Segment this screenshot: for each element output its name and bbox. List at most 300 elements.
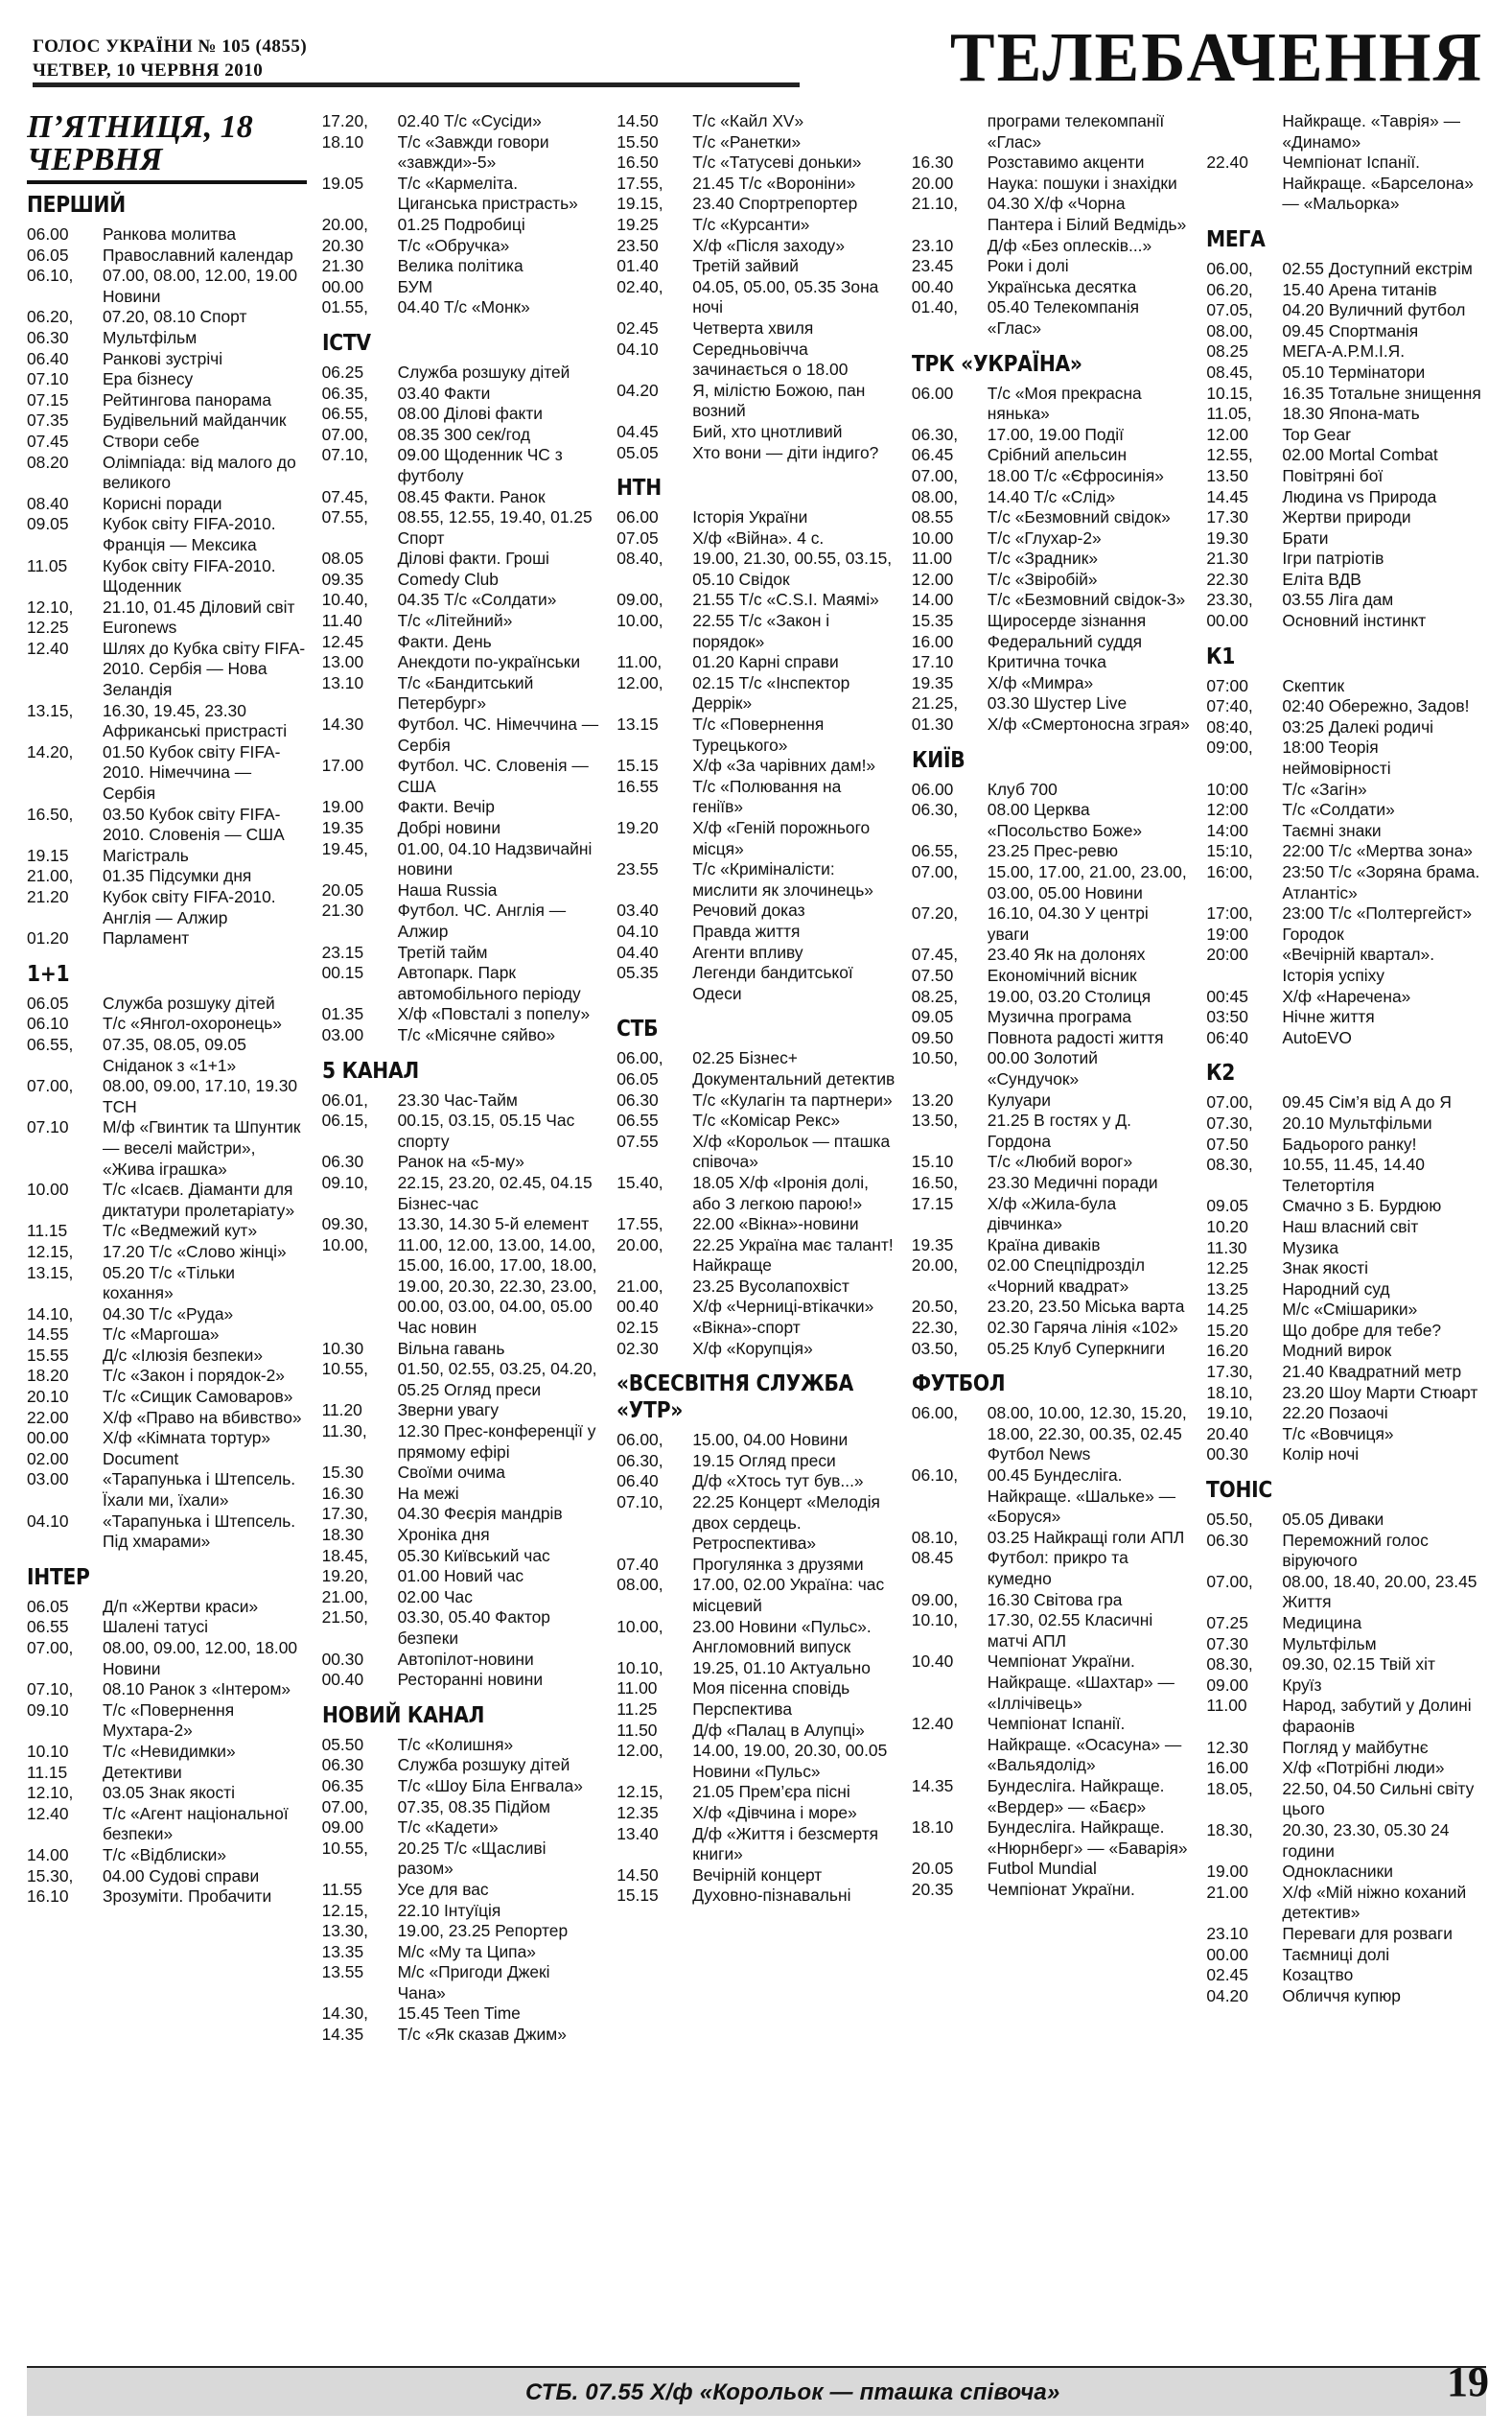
- schedule-item: [322, 1546, 602, 1567]
- schedule-time: 11.25: [616, 1698, 658, 1719]
- schedule-item: [616, 1555, 896, 1576]
- schedule-program: Колір ночі: [1282, 1444, 1360, 1464]
- schedule-time: 17.55,: [616, 1214, 663, 1234]
- schedule-time: 18.20: [27, 1366, 69, 1386]
- schedule-time: 19.25: [616, 214, 659, 234]
- schedule-item: [27, 494, 307, 515]
- schedule-time: 04.20: [1206, 1985, 1248, 2005]
- schedule-program: Третій зайвий: [692, 256, 800, 276]
- schedule-program: 04.30 Феєрія мандрів: [397, 1504, 563, 1524]
- schedule-item: [616, 818, 896, 859]
- schedule-program: 08.00, 18.40, 20.00, 23.45 Життя: [1282, 1571, 1477, 1612]
- schedule-time: 06.30,: [911, 800, 959, 820]
- schedule-time: 11.15: [27, 1221, 68, 1241]
- schedule-program: Т/с «Завжди говори «завжди»-5»: [397, 131, 549, 173]
- schedule-program: 15.45 Teen Time: [397, 2003, 521, 2024]
- schedule-item: [322, 611, 602, 632]
- schedule-item: [27, 1387, 307, 1408]
- schedule-item: [1206, 1738, 1486, 1759]
- schedule-item: [322, 1839, 602, 1880]
- schedule-time: 06.00,: [911, 1403, 959, 1423]
- schedule-program: 21.45 Т/с «Вороніни»: [692, 173, 856, 193]
- schedule-program: М/с «Пригоди Джекі Чана»: [397, 1962, 550, 2003]
- schedule-time: 00:45: [1206, 986, 1248, 1006]
- column-1-content: [27, 192, 307, 1908]
- schedule-time: 06.00: [911, 383, 954, 403]
- schedule-program: Т/с «Сищик Самоваров»: [103, 1387, 293, 1407]
- schedule-program: Нічне життя: [1282, 1007, 1375, 1027]
- schedule-program: Т/с «Місячне сяйво»: [397, 1024, 556, 1044]
- schedule-item: [912, 673, 1192, 694]
- schedule-program: 22.25 Концерт «Мелодія двох сердець. Ретроспектива»: [692, 1492, 880, 1554]
- schedule-time: 09.00,: [911, 1589, 959, 1609]
- schedule-time: 17.20,: [321, 111, 368, 130]
- schedule-item: [912, 945, 1192, 966]
- schedule-item: [322, 590, 602, 611]
- schedule-time: 22.30: [1206, 569, 1248, 589]
- schedule-item: [322, 1214, 602, 1235]
- schedule-program: 15.00, 04.00 Новини: [692, 1430, 849, 1450]
- schedule-program: Чемпіонат Іспанії. Найкраще. «Барселона» — «Мальорка»: [1282, 152, 1474, 214]
- schedule-program: М/с «Смішарики»: [1282, 1300, 1418, 1320]
- schedule-item: [1206, 259, 1486, 280]
- schedule-program: Городок: [1282, 924, 1344, 944]
- schedule-time: 07.10,: [321, 445, 368, 465]
- schedule-item: [322, 174, 602, 215]
- schedule-item: [1206, 384, 1486, 405]
- schedule-program: Срібний апельсин: [987, 445, 1128, 465]
- schedule-time: 16.50,: [911, 1172, 959, 1192]
- schedule-time: 19.15: [27, 845, 69, 865]
- schedule-program: Д/ф «Хтось тут був...»: [692, 1471, 864, 1491]
- schedule-program: 22:00 Т/с «Мертва зона»: [1282, 841, 1473, 861]
- schedule-item: [1206, 152, 1486, 215]
- schedule-time: 16.00: [911, 631, 954, 651]
- schedule-item: [322, 111, 602, 132]
- schedule-item: [1206, 1510, 1486, 1531]
- schedule-item: [912, 652, 1192, 673]
- schedule-time: 10.00: [27, 1180, 69, 1200]
- schedule-time: 21.30: [1206, 549, 1248, 569]
- schedule-program: 23.20 Шоу Марти Стюарт: [1282, 1382, 1478, 1402]
- schedule-item: [322, 363, 602, 384]
- schedule-item: [616, 1430, 896, 1451]
- schedule-time: 14.00: [911, 590, 954, 610]
- schedule-program: Перспектива: [692, 1698, 793, 1719]
- schedule-time: 16.50: [616, 152, 659, 173]
- schedule-time: 09.30,: [321, 1214, 368, 1234]
- schedule-program: 01.00, 04.10 Надзвичайні новини: [397, 838, 593, 879]
- schedule-time: 23.15: [321, 942, 364, 962]
- schedule-time: 07.55: [616, 1131, 659, 1151]
- schedule-item: [616, 443, 896, 464]
- schedule-time: 21.00,: [616, 1276, 663, 1296]
- schedule-program: Православний календар: [103, 245, 293, 265]
- schedule-item: [1206, 549, 1486, 570]
- schedule-item: [1206, 1238, 1486, 1259]
- schedule-time: 19.00: [321, 797, 364, 817]
- schedule-item: [616, 611, 896, 652]
- schedule-program: Документальний детектив: [692, 1068, 896, 1089]
- schedule-program: Народний суд: [1282, 1278, 1390, 1299]
- schedule-time: 17.00: [321, 756, 364, 776]
- schedule-item: [322, 277, 602, 298]
- schedule-program: Футбол. ЧС. Німеччина — Сербія: [397, 714, 599, 755]
- schedule-item: [1206, 1383, 1486, 1404]
- schedule-program: Кубок світу FIFA-2010. Щоденник: [103, 555, 276, 597]
- schedule-program: Т/с «Повернення Турецького»: [692, 714, 825, 755]
- schedule-program: Прогулянка з друзями: [692, 1554, 864, 1574]
- schedule-program: 08.00 Церква «Посольство Боже»: [987, 800, 1143, 840]
- schedule-program: Т/с «Невидимки»: [103, 1741, 236, 1761]
- schedule-time: 07:00: [1206, 675, 1248, 695]
- schedule-program: Зрозуміти. Пробачити: [103, 1886, 272, 1907]
- schedule-program: 07.20, 08.10 Спорт: [103, 307, 247, 327]
- schedule-program: Бундесліга. Найкраще. «Нюрнберг» — «Баварія»: [987, 1817, 1188, 1858]
- schedule-time: 08.25,: [911, 986, 959, 1006]
- schedule-time: 10.10,: [911, 1610, 959, 1630]
- schedule-program: Т/с «Глухар-2»: [987, 527, 1102, 548]
- schedule-item: [322, 1650, 602, 1671]
- schedule-item: [322, 1173, 602, 1214]
- schedule-program: Д/п «Жертви краси»: [103, 1596, 259, 1616]
- schedule-item: [1206, 611, 1486, 632]
- schedule-item: [1206, 1217, 1486, 1238]
- schedule-program: Ресторанні новини: [397, 1670, 544, 1690]
- schedule-item: [27, 1763, 307, 1784]
- channel-heading: «ВСЕСВІТНЯ СЛУЖБА «УТР»: [616, 1371, 854, 1424]
- schedule-program: Моя пісенна сповідь: [692, 1678, 850, 1698]
- schedule-time: 03:50: [1206, 1007, 1248, 1027]
- schedule-time: 06.30,: [911, 424, 959, 444]
- schedule-item: [27, 453, 307, 494]
- schedule-item: [27, 1742, 307, 1763]
- schedule-time: 12.15,: [321, 1900, 368, 1920]
- schedule-time: 03.40: [616, 901, 659, 921]
- schedule-program: 14.40 Т/с «Слід»: [987, 486, 1116, 506]
- schedule-program: 21.55 Т/с «C.S.I. Маямі»: [692, 590, 879, 610]
- schedule-item: [912, 1235, 1192, 1256]
- schedule-time: 10:00: [1206, 779, 1248, 799]
- schedule-time: 18.10,: [1206, 1382, 1253, 1402]
- schedule-item: [27, 597, 307, 619]
- schedule-program: Козацтво: [1282, 1965, 1354, 1985]
- schedule-item: [616, 318, 896, 340]
- schedule-time: 15.10: [911, 1152, 954, 1172]
- channel-heading: 5 КАНАЛ: [321, 1058, 419, 1084]
- promo-footer: [27, 2366, 1486, 2416]
- schedule-time: 06.10: [27, 1014, 69, 1034]
- schedule-program: Повітряні бої: [1282, 465, 1384, 485]
- schedule-item: [27, 224, 307, 246]
- schedule-item: [1206, 1321, 1486, 1342]
- schedule-item: [616, 901, 896, 922]
- schedule-time: 02.40,: [616, 276, 663, 296]
- schedule-time: 01.20: [27, 928, 69, 949]
- schedule-time: 05.50,: [1206, 1510, 1253, 1530]
- schedule-time: 21.30: [321, 256, 364, 276]
- schedule-program: 00.15, 03.15, 05.15 Час спорту: [397, 1111, 575, 1151]
- schedule-item: [912, 487, 1192, 508]
- schedule-time: 14.30,: [321, 2003, 368, 2024]
- schedule-time: 07:40,: [1206, 696, 1253, 716]
- schedule-time: 17.10: [911, 652, 954, 672]
- channel-heading: НОВИЙ КАНАЛ: [321, 1702, 484, 1728]
- schedule-item: [1206, 696, 1486, 717]
- schedule-item: [322, 963, 602, 1004]
- schedule-program: 00.45 Бундесліга. Найкраще. «Шальке» — «Боруся»: [987, 1465, 1175, 1527]
- schedule-time: 23.45: [911, 256, 954, 276]
- schedule-item: [27, 1845, 307, 1866]
- schedule-program: 03.55 Ліга дам: [1282, 590, 1394, 610]
- schedule-item: [1206, 903, 1486, 925]
- schedule-program: 05.30 Київський час: [397, 1545, 550, 1565]
- schedule-program: Т/с «Бандитський Петербург»: [397, 672, 534, 714]
- schedule-program: 22.15, 23.20, 02.45, 04.15 Бізнес-час: [397, 1172, 593, 1213]
- schedule-time: 21.20: [27, 887, 69, 906]
- schedule-item: [1206, 738, 1486, 779]
- schedule-program: 16.30 Світова гра: [987, 1589, 1123, 1609]
- schedule-program: Х/ф «Геній порожнього місця»: [692, 818, 871, 858]
- schedule-item: [616, 777, 896, 818]
- column-4: [912, 111, 1192, 2346]
- schedule-time: 13.25: [1206, 1278, 1248, 1299]
- schedule-program: Історія України: [692, 507, 808, 527]
- schedule-item: [1206, 1675, 1486, 1697]
- channel-heading: НТН: [616, 476, 663, 502]
- schedule-program: Розставимо акценти: [987, 152, 1145, 173]
- schedule-program: Х/ф «Дівчина і море»: [692, 1802, 857, 1822]
- schedule-item: [27, 1180, 307, 1221]
- schedule-item: [27, 1700, 307, 1742]
- schedule-program: Третій тайм: [397, 942, 488, 962]
- schedule-item: [1206, 111, 1486, 152]
- schedule-time: 07.35: [27, 410, 69, 431]
- schedule-item: [1206, 1654, 1486, 1675]
- schedule-item: [27, 1366, 307, 1387]
- schedule-item: [27, 1469, 307, 1511]
- schedule-program: 23:50 Т/с «Зоряна брама. Атлантіс»: [1282, 862, 1480, 902]
- schedule-item: [1206, 1007, 1486, 1028]
- schedule-item: [322, 445, 602, 486]
- schedule-item: [616, 422, 896, 443]
- schedule-time: 18.30: [321, 1525, 364, 1544]
- schedule-program: 18:00 Теорія неймовірності: [1282, 738, 1391, 779]
- schedule-item: [27, 805, 307, 846]
- schedule-program: Своїми очима: [397, 1463, 505, 1483]
- schedule-item: [616, 1575, 896, 1616]
- schedule-program: Економічний вісник: [987, 965, 1137, 985]
- schedule-program: 12.30 Прес-конференції у прямому ефірі: [397, 1421, 596, 1462]
- schedule-time: 19.20,: [321, 1566, 368, 1586]
- day-heading: П’ЯТНИЦЯ, 18 ЧЕРВНЯ: [27, 111, 307, 184]
- schedule-item: [322, 1942, 602, 1963]
- schedule-time: 06.30: [1206, 1530, 1248, 1550]
- schedule-program: Т/с «Звіробій»: [987, 569, 1098, 589]
- schedule-time: 06.40: [616, 1471, 659, 1491]
- schedule-item: [1206, 1403, 1486, 1424]
- schedule-item: [912, 297, 1192, 339]
- schedule-time: 21.00: [1206, 1882, 1248, 1902]
- schedule-item: [912, 194, 1192, 235]
- schedule-item: [322, 1235, 602, 1339]
- schedule-time: 10.15,: [1206, 383, 1253, 403]
- schedule-program: Т/с «Кармеліта. Циганська пристрасть»: [397, 173, 578, 214]
- schedule-time: 07.10,: [27, 1679, 74, 1699]
- schedule-program: 02.00 Mortal Combat: [1282, 445, 1438, 465]
- schedule-program: Українська десятка: [987, 276, 1137, 296]
- schedule-time: 00.00: [27, 1428, 69, 1448]
- schedule-item: [912, 987, 1192, 1008]
- schedule-time: 10.40: [911, 1651, 954, 1672]
- schedule-item: [1206, 1444, 1486, 1465]
- schedule-time: 23.50: [616, 235, 659, 255]
- schedule-time: 04.10: [27, 1511, 69, 1531]
- schedule-program: 23.25 Прес-ревю: [987, 841, 1119, 861]
- schedule-program: Т/с «Комісар Рекс»: [692, 1111, 841, 1131]
- schedule-program: 01.25 Подробиці: [397, 214, 525, 234]
- schedule-program: 08.00 Ділові факти: [397, 404, 543, 424]
- schedule-time: 20.40: [1206, 1423, 1248, 1443]
- schedule-time: 06:40: [1206, 1027, 1248, 1047]
- schedule-program: Д/ф «Життя і безсмертя книги»: [692, 1823, 879, 1864]
- schedule-program: 02.00 Час: [397, 1586, 473, 1606]
- schedule-item: [1206, 1945, 1486, 1966]
- schedule-item: [322, 1962, 602, 2003]
- schedule-program: 04.30 Т/с «Руда»: [103, 1303, 234, 1323]
- schedule-time: 16:00,: [1206, 862, 1253, 881]
- schedule-item: [1206, 300, 1486, 321]
- schedule-program: Модний вирок: [1282, 1341, 1392, 1361]
- schedule-program: Обличчя купюр: [1282, 1985, 1401, 2005]
- schedule-time: 07.30,: [1206, 1113, 1253, 1133]
- schedule-time: 06.00: [911, 779, 954, 799]
- schedule-time: 20.05: [321, 879, 364, 900]
- schedule-time: 16.30: [911, 152, 954, 173]
- schedule-time: 19.05: [321, 173, 364, 193]
- schedule-program: Автопілот-новини: [397, 1649, 534, 1669]
- schedule-time: 16.30: [321, 1483, 364, 1503]
- schedule-program: Т/с «Криміналісти: мислити як злочинець»: [692, 859, 873, 900]
- schedule-time: 14.50: [616, 1864, 659, 1885]
- schedule-item: [912, 111, 1192, 152]
- schedule-item: [616, 1297, 896, 1318]
- schedule-program: Бундесліга. Найкраще. «Вердер» — «Баєр»: [987, 1775, 1165, 1816]
- header-rule: [33, 82, 800, 87]
- schedule-program: 01.20 Карні справи: [692, 652, 839, 672]
- schedule-item: [912, 528, 1192, 550]
- schedule-program: Наука: пошуки і знахідки: [987, 173, 1177, 193]
- schedule-time: 14.35: [321, 2025, 364, 2045]
- schedule-program: Чемпіонат України.: [987, 1879, 1135, 1899]
- schedule-item: [322, 880, 602, 902]
- schedule-time: 17:00,: [1206, 903, 1253, 924]
- schedule-item: [322, 1797, 602, 1818]
- schedule-item: [1206, 363, 1486, 384]
- schedule-time: 16.20: [1206, 1341, 1248, 1361]
- schedule-item: [616, 590, 896, 611]
- schedule-item: [27, 846, 307, 867]
- schedule-program: 08.35 300 сек/год: [397, 424, 530, 444]
- schedule-item: [27, 1324, 307, 1346]
- schedule-time: 10.55,: [321, 1359, 368, 1379]
- schedule-program: 09.00 Щоденник ЧС з футболу: [397, 445, 563, 485]
- schedule-item: [1206, 841, 1486, 862]
- schedule-item: [616, 922, 896, 943]
- schedule-program: Скептик: [1282, 675, 1345, 695]
- schedule-time: 20.05: [911, 1859, 954, 1879]
- schedule-item: [616, 1782, 896, 1803]
- schedule-item: [322, 1359, 602, 1400]
- schedule-program: Роки і долі: [987, 256, 1069, 276]
- schedule-item: [1206, 466, 1486, 487]
- schedule-time: 06.05: [27, 1596, 69, 1616]
- schedule-time: 20.50,: [911, 1297, 959, 1317]
- schedule-program: Мультфільм: [1282, 1633, 1377, 1653]
- schedule-item: [1206, 1113, 1486, 1135]
- schedule-program: Футбол. ЧС. Словенія — США: [397, 756, 589, 796]
- schedule-time: 07.00,: [321, 424, 368, 444]
- schedule-time: 06.30: [321, 1152, 364, 1172]
- schedule-item: [616, 111, 896, 132]
- schedule-time: 13.15: [616, 714, 659, 735]
- schedule-program: «Тарапунька і Штепсель. Їхали ми, їхали»: [103, 1469, 296, 1511]
- schedule-time: 02.45: [1206, 1965, 1248, 1985]
- schedule-time: 00.30: [1206, 1444, 1248, 1464]
- schedule-program: 04.30 Х/ф «Чорна Пантера і Білий Ведмідь»: [987, 194, 1187, 234]
- schedule-item: [912, 1859, 1192, 1880]
- schedule-program: 05.25 Клуб Суперкниги: [987, 1338, 1166, 1358]
- schedule-time: 08.30,: [1206, 1155, 1253, 1175]
- schedule-item: [1206, 1028, 1486, 1049]
- schedule-program: Факти. День: [397, 631, 492, 651]
- schedule-time: 06.30,: [616, 1450, 663, 1470]
- schedule-program: 03.25 Найкращі голи АПЛ: [987, 1527, 1185, 1547]
- schedule-item: [322, 256, 602, 277]
- schedule-program: Т/с «Повернення Мухтара-2»: [103, 1699, 235, 1741]
- schedule-program: М/ф «Гвинтик та Шпунтик — веселі майстри», «Жива іграшка»: [103, 1117, 301, 1179]
- schedule-item: [912, 1090, 1192, 1112]
- schedule-time: 18.10: [321, 131, 364, 152]
- schedule-item: [912, 152, 1192, 174]
- schedule-time: 00.40: [321, 1670, 364, 1690]
- schedule-program: 02.40 Т/с «Сусіди»: [397, 111, 542, 130]
- schedule-program: 23.30 Медичні поради: [987, 1172, 1158, 1192]
- schedule-item: [27, 1346, 307, 1367]
- schedule-item: [322, 632, 602, 653]
- schedule-program: 03.05 Знак якості: [103, 1783, 235, 1803]
- schedule-time: 10.10,: [616, 1657, 663, 1677]
- schedule-time: 09.35: [321, 569, 364, 589]
- schedule-item: [27, 1511, 307, 1553]
- schedule-program: Правда життя: [692, 921, 801, 941]
- schedule-program: Х/ф «За чарівних дам!»: [692, 756, 876, 776]
- schedule-item: [27, 1449, 307, 1470]
- schedule-item: [1206, 445, 1486, 466]
- schedule-time: 18.45,: [321, 1545, 368, 1565]
- schedule-program: Т/с «Агент національної безпеки»: [103, 1803, 289, 1844]
- schedule-time: 15.30,: [27, 1865, 74, 1886]
- schedule-time: 07.10: [27, 369, 69, 389]
- schedule-time: 12.10,: [27, 597, 74, 617]
- schedule-time: 19.10,: [1206, 1403, 1253, 1423]
- schedule-time: 06.10,: [911, 1465, 959, 1486]
- schedule-program: Що добре для тебе?: [1282, 1320, 1442, 1340]
- schedule-time: 23.10: [911, 235, 954, 255]
- schedule-item: [616, 963, 896, 1004]
- schedule-time: 13.55: [321, 1962, 364, 1982]
- schedule-time: 14.35: [911, 1775, 954, 1795]
